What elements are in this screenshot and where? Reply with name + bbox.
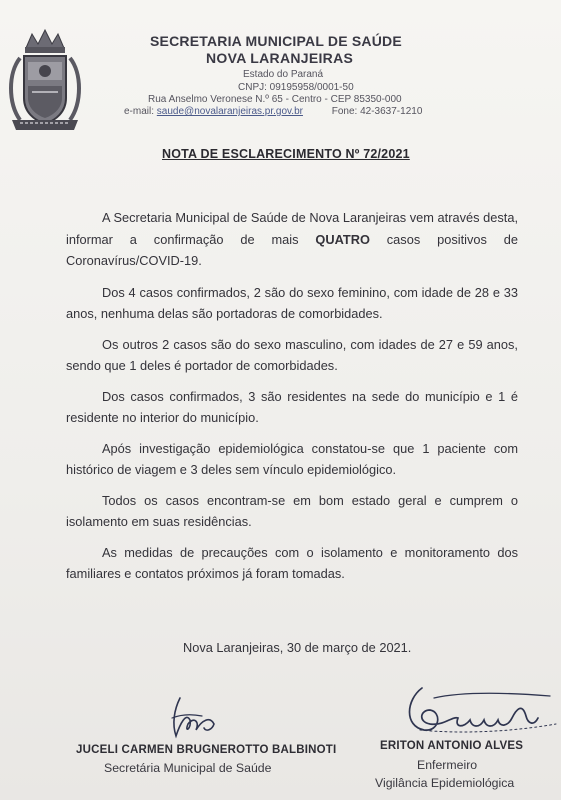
organization-name: SECRETARIA MUNICIPAL DE SAÚDE	[150, 33, 402, 49]
case-count-emphasis: QUATRO	[315, 231, 370, 247]
municipal-coat-of-arms-icon	[6, 28, 84, 140]
phone-number: Fone: 42-3637-1210	[331, 106, 423, 117]
organization-city: NOVA LARANJEIRAS	[206, 50, 354, 66]
paragraph-4: Dos casos confirmados, 3 são residentes na sede do município e 1 é residente no interior do município.	[66, 388, 518, 425]
right-handwritten-signature	[400, 682, 560, 742]
state-line: Estado do Paraná	[243, 69, 324, 80]
left-signatory-role: Secretária Municipal de Saúde	[104, 761, 272, 775]
address-line: Rua Anselmo Veronese N.º 65 - Centro - CEP 85350-000	[148, 94, 402, 105]
contact-line	[124, 106, 422, 117]
document-title: NOTA DE ESCLARECIMENTO Nº 72/2021	[162, 147, 410, 161]
cnpj-line: CNPJ: 09195958/0001-50	[238, 82, 354, 93]
email-link[interactable]: saude@novalaranjeiras.pr.gov.br	[156, 106, 303, 117]
right-signatory-role: Enfermeiro	[417, 758, 478, 772]
right-signatory-name: ERITON ANTONIO ALVES	[380, 740, 524, 752]
paragraph-1: A Secretaria Municipal de Saúde de Nova Laranjeiras vem através desta, informar a confirmação de mais QUATRO casos positivos de Coronavírus/COVID-19.	[66, 210, 518, 268]
document-body	[66, 207, 518, 594]
document-date: Nova Laranjeiras, 30 de março de 2021.	[183, 640, 412, 655]
paragraph-7: As medidas de precauções com o isolamento e monitoramento dos familiares e contatos próximos já foram tomadas.	[66, 544, 518, 581]
paragraph-5: Após investigação epidemiológica constatou-se que 1 paciente com histórico de viagem e 3 deles sem vínculo epidemiológico.	[66, 440, 518, 477]
paragraph-3: Os outros 2 casos são do sexo masculino, com idades de 27 e 59 anos, sendo que 1 deles é portador de comorbidades.	[66, 336, 518, 373]
right-signatory-department: Vigilância Epidemiológica	[375, 776, 515, 790]
paragraph-6: Todos os casos encontram-se em bom estado geral e cumprem o isolamento em suas residências.	[66, 492, 518, 529]
left-handwritten-signature	[166, 694, 226, 742]
email-label: e-mail:	[124, 106, 155, 117]
left-signatory-name: JUCELI CARMEN BRUGNEROTTO BALBINOTI	[76, 744, 337, 756]
paragraph-2: Dos 4 casos confirmados, 2 são do sexo feminino, com idade de 28 e 33 anos, nenhuma delas são portadoras de comorbidades.	[66, 284, 518, 321]
